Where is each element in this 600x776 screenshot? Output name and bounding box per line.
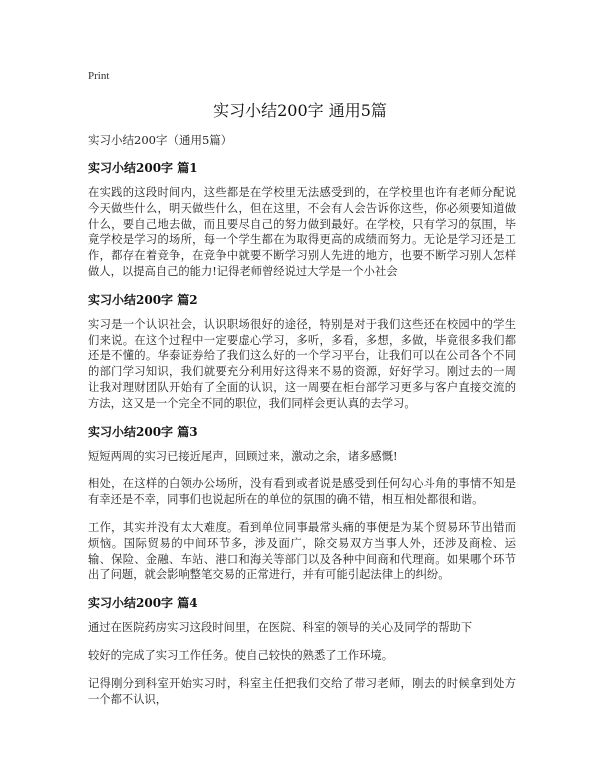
section-3	[88, 424, 516, 584]
document-subtitle: 实习小结200字（通用5篇）	[88, 133, 233, 147]
section-1	[88, 160, 516, 280]
paragraph: 记得刚分到科室开始实习时，科室主任把我们交给了带习老师，刚去的时候拿到处方一个都不认识，	[88, 676, 516, 706]
section-heading: 实习小结200字 篇1	[88, 161, 198, 175]
document-content	[88, 132, 516, 719]
paragraph: 在实践的这段时间内，这些都是在学校里无法感受到的，在学校里也许有老师分配说今天做些什么，明天做些什么，但在这里，不会有人会告诉你这些，你必须要知道做什么，要自己地去做，而且要尽自己的努力做到最好。在学校，只有学习的氛围，毕竟学校是学习的场所，每一个学生都在为取得更高的成绩而努力。无论是学习还是工作，都存在着竞争，在竞争中就要不断学习别人先进的地方，也要不断学习别人怎样做人，以提高自己的能力!记得老师曾经说过大学是一个小社会	[88, 186, 516, 278]
paragraph: 实习是一个认识社会，认识职场很好的途径，特别是对于我们这些还在校园中的学生们来说。在这个过程中一定要虚心学习，多听，多看，多想，多做，毕竟很多我们都还是不懂的。华泰证券给了我们这么好的一个学习平台，让我们可以在公司各个不同的部门学习知识，我们就要充分利用好这得来不易的资源，好好学习。刚过去的一周让我对理财团队开始有了全面的认识，这一周要在柜台部学习更多与客户直接交流的方法，这又是一个完全不同的职位，我们同样会更认真的去学习。	[88, 317, 516, 410]
section-heading: 实习小结200字 篇2	[88, 292, 198, 307]
section-2	[88, 292, 516, 412]
document-title: 实习小结200字 通用5篇	[213, 101, 387, 120]
print-label[interactable]: Print	[88, 70, 110, 82]
section-4	[88, 595, 516, 707]
paragraph: 较好的完成了实习工作任务。使自己较快的熟悉了工作环境。	[88, 648, 394, 662]
section-heading: 实习小结200字 篇4	[88, 596, 198, 611]
paragraph: 短短两周的实习已接近尾声，回顾过来，激动之余，诸多感慨!	[88, 449, 398, 463]
paragraph: 工作，其实并没有太大难度。看到单位同事最常头痛的事便是为某个贸易环节出错而烦恼。国际贸易的中间环节多，涉及面广，除交易双方当事人外，还涉及商检、运输、保险、金融、车站、港口和海关等部门以及各种中间商和代理商。如果哪个环节出了问题，就会影响整笔交易的正常进行，并有可能引起法律上的纠纷。	[88, 520, 516, 582]
paragraph: 通过在医院药房实习这段时间里，在医院、科室的领导的关心及同学的帮助下	[88, 621, 473, 635]
paragraph: 相处，在这样的白领办公场所，没有看到或者说是感受到任何勾心斗角的事情不知是有幸还是不幸，同事们也说起所在的单位的氛围的确不错，相互相处都很和谐。	[88, 477, 516, 507]
section-heading: 实习小结200字 篇3	[88, 424, 198, 439]
